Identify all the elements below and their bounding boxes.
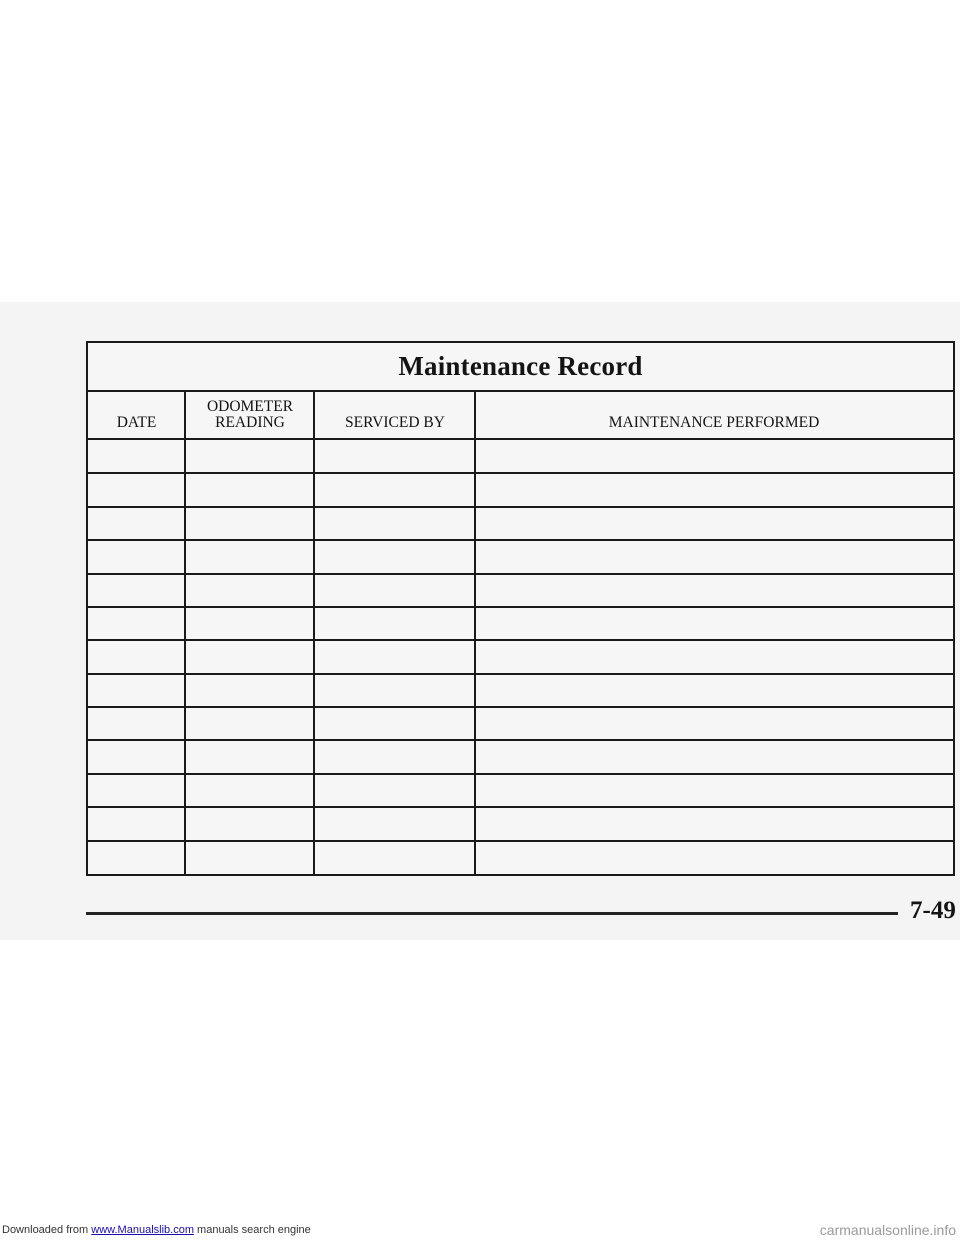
page-number: 7-49 bbox=[910, 897, 956, 924]
row-divider bbox=[88, 706, 953, 708]
row-divider bbox=[88, 539, 953, 541]
row-divider bbox=[88, 639, 953, 641]
blank-record-rows bbox=[88, 440, 953, 874]
download-banner-suffix: manuals search engine bbox=[193, 1224, 311, 1236]
header-odometer-label-line1: ODOMETER bbox=[206, 398, 294, 415]
header-date-label: DATE bbox=[116, 414, 157, 431]
manualslib-link[interactable]: www.Manualslib.com bbox=[91, 1224, 194, 1236]
row-divider bbox=[88, 773, 953, 775]
download-banner-prefix: Downloaded from bbox=[2, 1224, 92, 1236]
watermark: carmanualsonline.info bbox=[819, 1222, 956, 1238]
row-divider bbox=[88, 573, 953, 575]
maintenance-record-table bbox=[86, 341, 955, 876]
footer-rule bbox=[86, 912, 898, 915]
row-divider bbox=[88, 506, 953, 508]
row-divider bbox=[88, 472, 953, 474]
row-divider bbox=[88, 840, 953, 842]
row-divider bbox=[88, 739, 953, 741]
header-serviced-by-label: SERVICED BY bbox=[345, 414, 445, 431]
row-divider bbox=[88, 606, 953, 608]
header-odometer-label-line2: READING bbox=[215, 414, 285, 431]
row-divider bbox=[88, 673, 953, 675]
header-maintenance-performed-label: MAINTENANCE PERFORMED bbox=[608, 414, 820, 431]
row-divider bbox=[88, 806, 953, 808]
download-banner bbox=[2, 1224, 311, 1236]
table-title: Maintenance Record bbox=[88, 343, 953, 392]
